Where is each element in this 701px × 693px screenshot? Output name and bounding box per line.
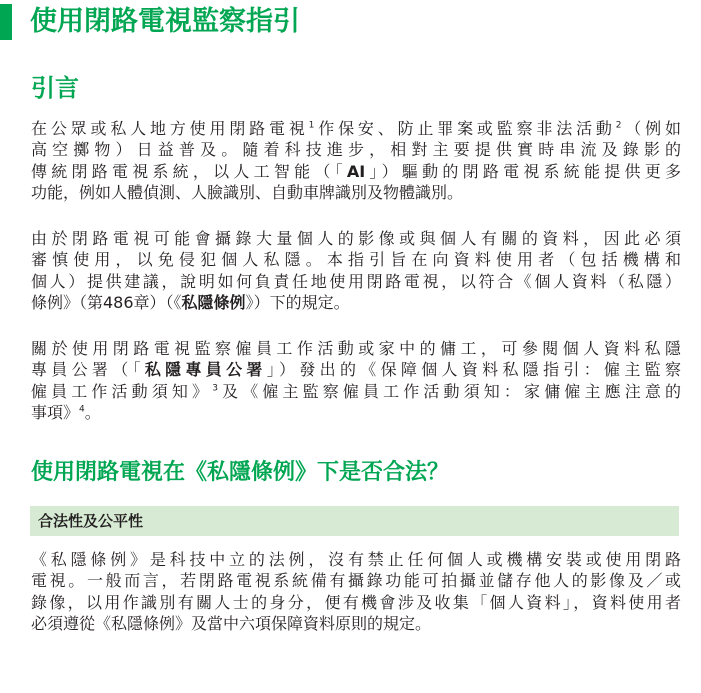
text-span: 專員公署（「 (31, 360, 145, 380)
text-span: 」）發出的《保障個人資料私隱指引：僱主監察 (266, 360, 681, 380)
text-span: 。 (84, 402, 101, 422)
document-title: 使用閉路電視監察指引 (30, 6, 300, 37)
footnote-ref-1: 1 (308, 120, 315, 131)
paragraph-line: 審慎使用，以免侵犯個人私隱。本指引旨在向資料使用者（包括機構和 (31, 250, 681, 270)
text-span: 作保安、防止罪案或監察非法活動 (314, 119, 616, 138)
paragraph-line (31, 118, 681, 139)
subheading-bar (30, 506, 679, 536)
text-span: 傳統閉路電視系統，以人工智能（「 (31, 161, 347, 181)
paragraph-line (31, 359, 681, 380)
subheading-lawfulness-fairness: 合法性及公平性 (38, 512, 144, 530)
text-span: 》）下的規定。 (245, 292, 350, 312)
text-span: 條例》（第486章）（《 (31, 292, 182, 312)
paragraph-line: 高空擲物）日益普及。隨着科技進步，相對主要提供實時串流及錄影的 (31, 140, 681, 160)
paragraph-line (31, 402, 681, 423)
intro-paragraph-1 (31, 118, 681, 203)
text-span: 」）驅動的閉路電視系統能提供更多 (365, 161, 681, 181)
paragraph-line: 由於閉路電視可能會攝錄大量個人的影像或與個人有關的資料，因此必須 (31, 229, 681, 248)
paragraph-line: 必須遵從《私隱條例》及當中六項保障資料原則的規定。 (31, 613, 432, 633)
pcpd-short-name: 私隱專員公署 (144, 360, 267, 380)
intro-paragraph-3 (31, 338, 681, 423)
paragraph-line: 功能，例如人體偵測、人臉識別、自動車牌識別及物體識別。 (31, 182, 464, 202)
text-span: 僱員工作活動須知》 (31, 381, 213, 401)
paragraph-line: 錄像，以用作識別有關人士的身分，便有機會涉及收集「個人資料」，資料使用者 (31, 592, 681, 612)
footnote-ref-4: 4 (79, 404, 85, 415)
paragraph-line: 電視。一般而言，若閉路電視系統備有攝錄功能可拍攝並儲存他人的影像及／或 (31, 571, 681, 591)
footnote-ref-2: 2 (615, 120, 622, 131)
paragraph-line: 關於使用閉路電視監察僱員工作活動或家中的傭工，可參閱個人資料私隱 (31, 339, 681, 358)
section-heading-introduction: 引言 (31, 74, 79, 102)
text-span: 在公眾或私人地方使用閉路電視 (31, 119, 309, 138)
paragraph-line (31, 292, 681, 313)
paragraph-line (31, 161, 681, 182)
ai-abbreviation: AI (346, 161, 366, 181)
title-accent-bar (0, 4, 12, 40)
text-span: （例如 (621, 119, 681, 138)
footnote-ref-3: 3 (212, 383, 218, 394)
ordinance-short-name: 私隱條例 (181, 292, 246, 312)
intro-paragraph-2 (31, 228, 681, 313)
section-heading-legality: 使用閉路電視在《私隱條例》下是否合法？ (31, 460, 450, 485)
paragraph-line: 《私隱條例》是科技中立的法例，沒有禁止任何個人或機構安裝或使用閉路 (31, 550, 681, 569)
paragraph-line (31, 381, 681, 402)
paragraph-line: 個人）提供建議，說明如何負責任地使用閉路電視，以符合《個人資料（私隱） (31, 271, 681, 291)
text-span: 及《僱主監察僱員工作活動須知：家傭僱主應注意的 (217, 381, 681, 401)
text-span: 事項》 (31, 402, 80, 422)
legality-paragraph-1 (31, 549, 681, 634)
